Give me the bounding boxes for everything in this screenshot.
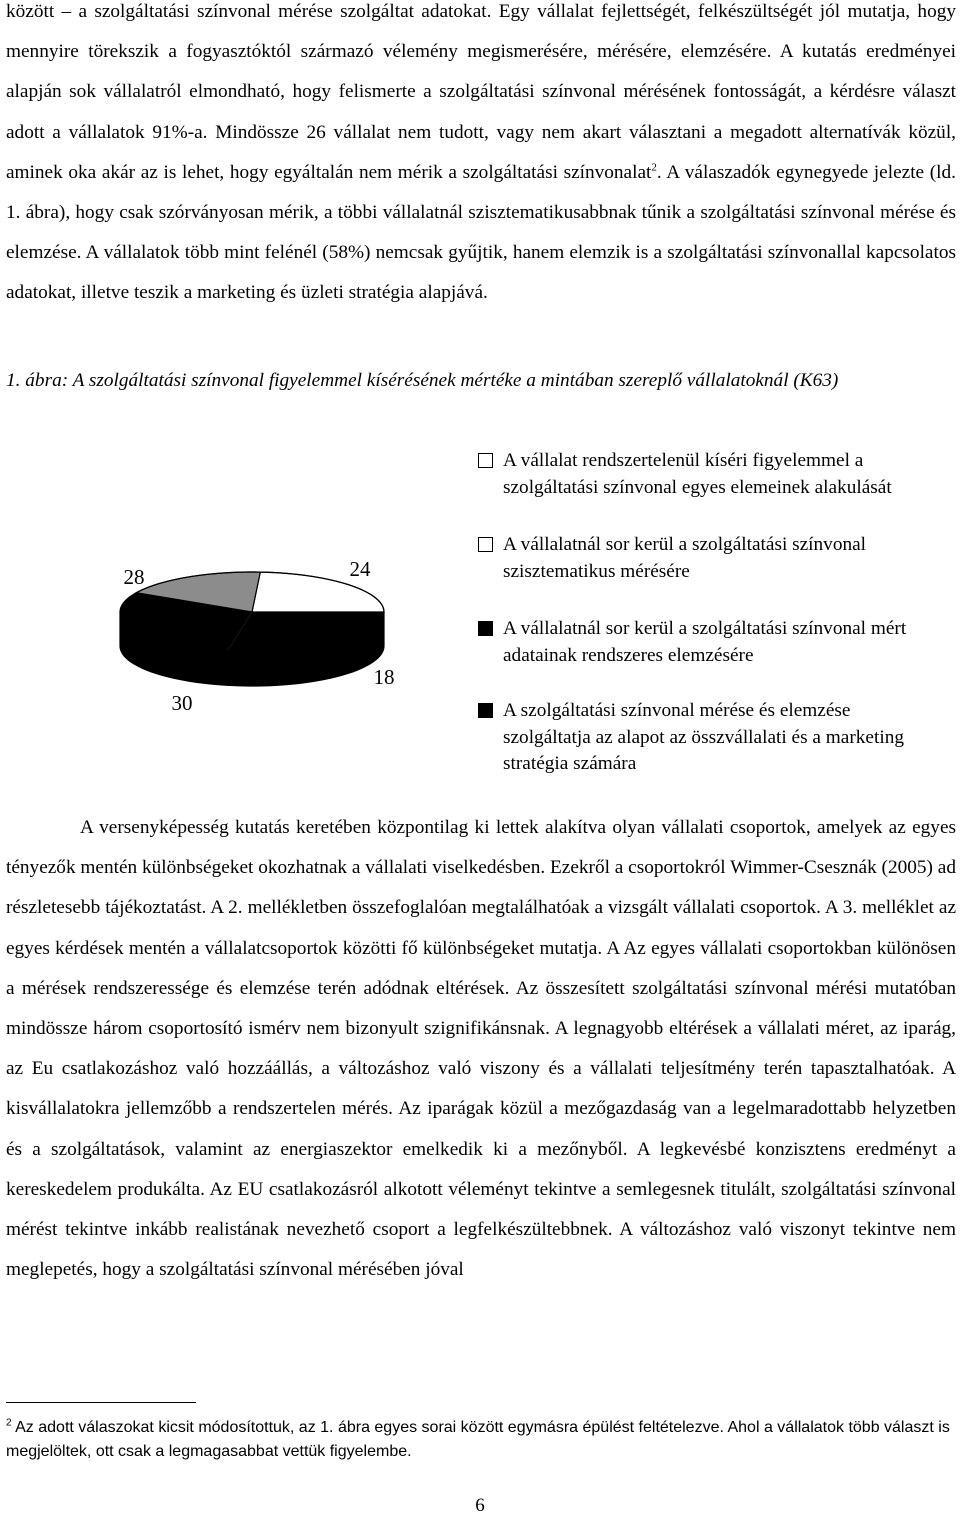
legend-label-4: A szolgáltatási színvonal mérése és elemzése szolgáltatja az alapot az összvállalati és a marketing stratégia számára — [503, 700, 904, 774]
footnote-number: 2 — [6, 1417, 12, 1429]
pie-chart-figure — [0, 440, 960, 780]
pie-value-label-1: 24 — [349, 557, 371, 581]
paragraph-1-text-b: . A válaszadók egynegyede jelezte (ld. 1. ábra), hogy csak szórványosan mérik, a többi vállalatnál szisztematikusabbnak tűnik a szolgáltatási színvonal mérése és elemzése. A vállalatok több mint felénél (58%) nemcsak gyűjtik, hanem elemzik is a szolgáltatási színvonallal kapcsolatos adatokat, illetve teszik a marketing és üzleti stratégia alapjává. — [6, 161, 956, 304]
figure-caption: 1. ábra: A szolgáltatási színvonal figyelemmel kísérésének mértéke a mintában szereplő vállalatoknál (K63) — [6, 370, 839, 391]
legend-item-1 — [478, 448, 923, 501]
body-paragraph-2: A versenyképesség kutatás keretében központilag ki lettek alakítva olyan vállalati csoportok, amelyek az egyes tényezők mentén különbségeket okozhatnak a vállalati viselkedésben. Ezekről a csoportokról Wimmer-Csesznák (2005) ad részletesebb tájékoztatást. A 2. mellékletben összefoglalóan megtalálhatóak a vizsgált vállalati csoportok. A 3. melléklet az egyes kérdések mentén a vállalatcsoportok közötti fő különbségeket mutatja. A Az egyes vállalati csoportokban különösen a mérések rendszeressége és elemzése terén adódnak eltérések. Az összesített szolgáltatási színvonal mérési mutatóban mindössze három csoportosító ismérv nem bizonyult szignifikánsnak. A legnagyobb eltérések a vállalati méret, az iparág, az Eu csatlakozáshoz való hozzáállás, a változáshoz való viszony és a vállalati teljesítmény terén tapasztalhatóak. A kisvállalatokra jellemzőbb a rendszertelen mérés. Az iparágak közül a mezőgazdaság van a legelmaradottabb helyzetben és a szolgáltatások, valamint az energiaszektor emelkedik ki a mezőnyből. A legkevésbé konzisztens eredményt a kereskedelem produkálta. Az EU csatlakozásról alkotott véleményt tekintve a semlegesnek titulált, szolgáltatási színvonal mérést tekintve inkább realistának nevezhető csoport a legfelkészültebbnek. A változáshoz való viszonyt tekintve nem meglepetés, hogy a szolgáltatási színvonal mérésében jóval — [6, 817, 956, 1281]
body-paragraph-1 — [6, 0, 956, 314]
legend-swatch-black — [478, 703, 493, 718]
footnote-reference[interactable]: 2 — [651, 161, 657, 174]
pie-chart — [0, 440, 470, 780]
pie-value-label-3: 30 — [171, 691, 193, 715]
footnote — [6, 1416, 956, 1464]
legend-item-4 — [478, 698, 923, 778]
legend-swatch-white — [478, 537, 493, 552]
legend-swatch-black — [478, 621, 493, 636]
legend-label-2: A vállalatnál sor kerül a szolgáltatási színvonal szisztematikus mérésére — [503, 534, 867, 582]
pie-value-label-2: 18 — [373, 665, 395, 689]
legend-item-2 — [478, 532, 923, 585]
page-number: 6 — [475, 1495, 485, 1516]
legend-label-1: A vállalat rendszertelenül kíséri figyelemmel a szolgáltatási színvonal egyes elemeinek alakulását — [503, 450, 892, 498]
footnote-divider — [6, 1402, 196, 1403]
legend-label-3: A vállalatnál sor kerül a szolgáltatási színvonal mért adatainak rendszeres elemzésére — [503, 618, 907, 666]
paragraph-1-text-a: között – a szolgáltatási színvonal mérése szolgáltat adatokat. Egy vállalat fejlettségét, felkészültségét jól mutatja, hogy mennyire törekszik a fogyasztóktól származó vélemény megismerésére, mérésére, elemzésére. A kutatás eredményei alapján sok vállalatról elmondható, hogy felismerte a szolgáltatási színvonal mérésének fontosságát, a kérdésre választ adott a vállalatok 91%-a. Mindössze 26 vállalat nem tudott, vagy nem akart választani a megadott alternatívák közül, aminek oka akár az is lehet, hogy egyáltalán nem mérik a szolgáltatási színvonalat — [6, 1, 956, 183]
legend-item-3 — [478, 616, 923, 669]
pie-value-label-4: 28 — [123, 565, 145, 589]
legend-swatch-white — [478, 453, 493, 468]
footnote-text: Az adott válaszokat kicsit módosítottuk, az 1. ábra egyes sorai között egymásra épülést feltételezve. Ahol a vállalatok több választ is megjelöltek, ott csak a legmagasabbat vettük figyelembe. — [6, 1419, 950, 1460]
